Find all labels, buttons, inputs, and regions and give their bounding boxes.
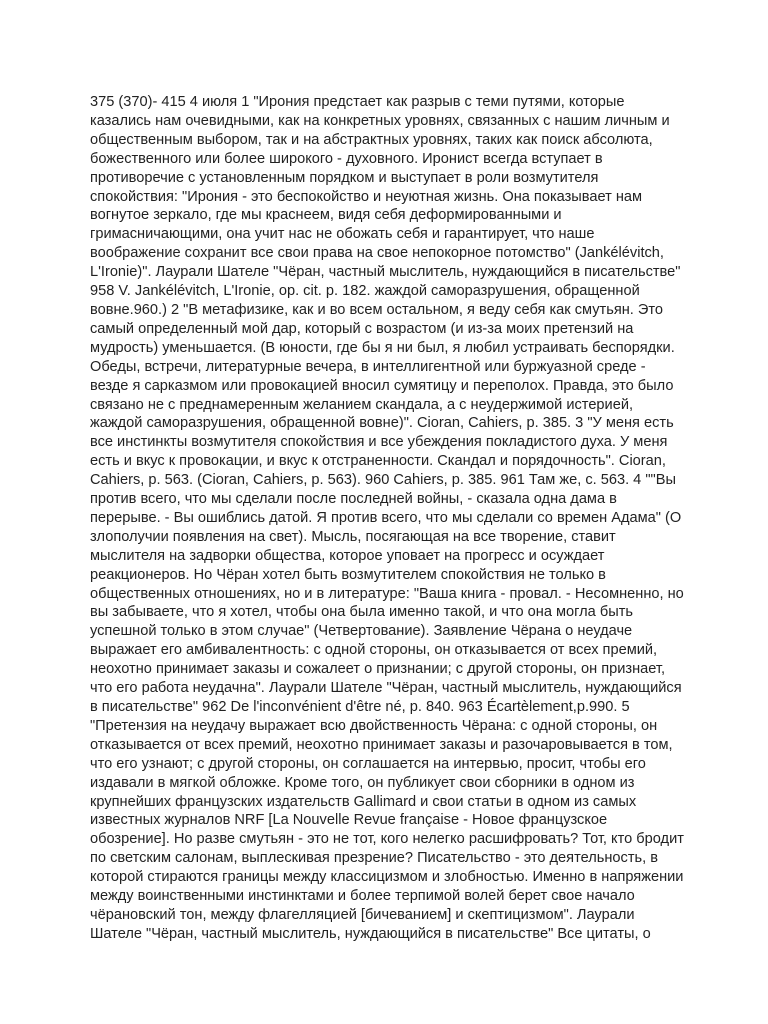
text-line: есть и вкус к провокации, и вкус к отстраненности. Скандал и порядочность". Cioran, [90, 453, 666, 470]
text-line: реакционеров. Но Чёран хотел быть возмутителем спокойствия не только в [90, 566, 606, 583]
text-line: самый определенный мой дар, который с возрастом (и из-за моих претензий на [90, 320, 634, 337]
text-line: мудрость) уменьшается. (В юности, где бы я ни был, я любил устраивать беспорядки. [90, 339, 675, 356]
text-line: противоречие с установленным порядком и выступает в роли возмутителя [90, 169, 599, 186]
text-line: крупнейших французских издательств Gallimard и свои статьи в одном из самых [90, 793, 637, 810]
text-line: воображение сохранит все свои права на свое непокорное потомство" (Jankélévitch, [90, 245, 664, 262]
text-line: L'Ironie)". Лаурали Шателе "Чёран, частный мыслитель, нуждающийся в писательстве" [90, 264, 681, 281]
text-line: общественных отношениях, но и в литературе: "Ваша книга - провал. - Несомненно, но [90, 585, 684, 602]
text-line: обозрение]. Но разве смутьян - это не тот, кого нелегко расшифровать? Тот, кто бродит [90, 831, 684, 848]
text-line: что его работа неудачна". Лаурали Шателе "Чёран, частный мыслитель, нуждающийся [90, 680, 682, 697]
text-line: вовне.960.) 2 "В метафизике, как и во всем остальном, я веду себя как смутьян. Это [90, 301, 664, 318]
text-line: неохотно принимает заказы и сожалеет о признании; с другой стороны, он признает, [90, 661, 666, 678]
text-line: выражает его амбивалентность: с одной стороны, он отказывается от всех премий, [90, 642, 658, 659]
text-line: Шателе "Чёран, частный мыслитель, нуждающийся в писательстве" Все цитаты, о [90, 925, 651, 942]
text-line: связано не с преднамеренным желанием скандала, а с неудержимой истерией, [90, 396, 634, 413]
text-line: жаждой саморазрушения, обращенной вовне)". Cioran, Cahiers, p. 385. 3 "У меня есть [90, 415, 674, 432]
text-line: Обеды, встречи, литературные вечера, в интеллигентной или буржуазной среде - [90, 358, 646, 375]
text-line: гримасничающими, она учит нас не обожать себя и гарантирует, что наше [90, 226, 595, 243]
text-line: 958 V. Jankélévitch, L'Ironie, op. cit. p. 182. жаждой саморазрушения, обращенной [90, 283, 640, 300]
text-line: вы забываете, что я хотел, чтобы она была именно такой, и что она могла быть [90, 604, 633, 621]
text-line: между воинственными инстинктами и более терпимой волей берет свое начало [90, 888, 635, 905]
text-line: в писательстве" 962 De l'inconvénient d'être né, p. 840. 963 Écartèlement,p.990. 5 [90, 699, 630, 715]
text-line: все инстинкты возмутителя спокойствия и все убеждения покладистого духа. У меня [90, 434, 668, 451]
text-line: что его узнают; с другой стороны, он соглашается на интервью, просит, чтобы его [90, 755, 646, 772]
text-line: божественного или более широкого - духовного. Иронист всегда вступает в [90, 150, 603, 167]
text-line: мыслителя на задворки общества, которое уповает на прогресс и осуждает [90, 547, 605, 564]
text-line: общественным выбором, так и на абстрактных уровнях, таких как поиск абсолюта, [90, 131, 653, 148]
text-line: казались нам очевидными, как на конкретных уровнях, связанных с нашим личным и [90, 112, 670, 129]
text-line: спокойствия: "Ирония - это беспокойство и неуютная жизнь. Она показывает нам [90, 188, 643, 205]
text-line: по светским салонам, выплескивая презрение? Писательство - это деятельность, в [90, 850, 658, 867]
text-line: известных журналов NRF [La Nouvelle Revue française - Новое французское [90, 812, 608, 829]
text-line: 375 (370)- 415 4 июля 1 "Ирония предстает как разрыв с теми путями, которые [90, 94, 625, 110]
text-line: "Претензия на неудачу выражает всю двойственность Чёрана: с одной стороны, он [90, 717, 658, 734]
text-line: против всего, что мы сделали после последней войны, - сказала одна дама в [90, 491, 617, 508]
text-line: вогнутое зеркало, где мы краснеем, видя себя деформированными и [90, 207, 562, 224]
text-line: везде я сарказмом или провокацией вносил сумятицу и переполох. Правда, это было [90, 377, 674, 394]
text-line: которой стираются границы между классицизмом и злобностью. Именно в напряжении [90, 869, 684, 886]
text-line: злополучии появления на свет). Мысль, посягающая на все творение, ставит [90, 528, 616, 545]
document-body [90, 93, 690, 944]
text-line: чёрановский тон, между флагелляцией [бичеванием] и скептицизмом". Лаурали [90, 906, 635, 923]
text-line: успешной только в этом случае" (Четвертование). Заявление Чёрана о неудаче [90, 623, 633, 640]
text-line: Cahiers, p. 563. (Cioran, Cahiers, p. 563). 960 Cahiers, p. 385. 961 Там же, с. 563. 4 ""Вы [90, 472, 676, 489]
text-line: издавали в мягкой обложке. Кроме того, он публикует свои сборники в одном из [90, 774, 635, 791]
text-line: отказывается от всех премий, неохотно принимает заказы и разочаровывается в том, [90, 736, 673, 753]
text-line: перерыве. - Вы ошиблись датой. Я против всего, что мы сделали со времен Адама" (О [90, 509, 682, 526]
